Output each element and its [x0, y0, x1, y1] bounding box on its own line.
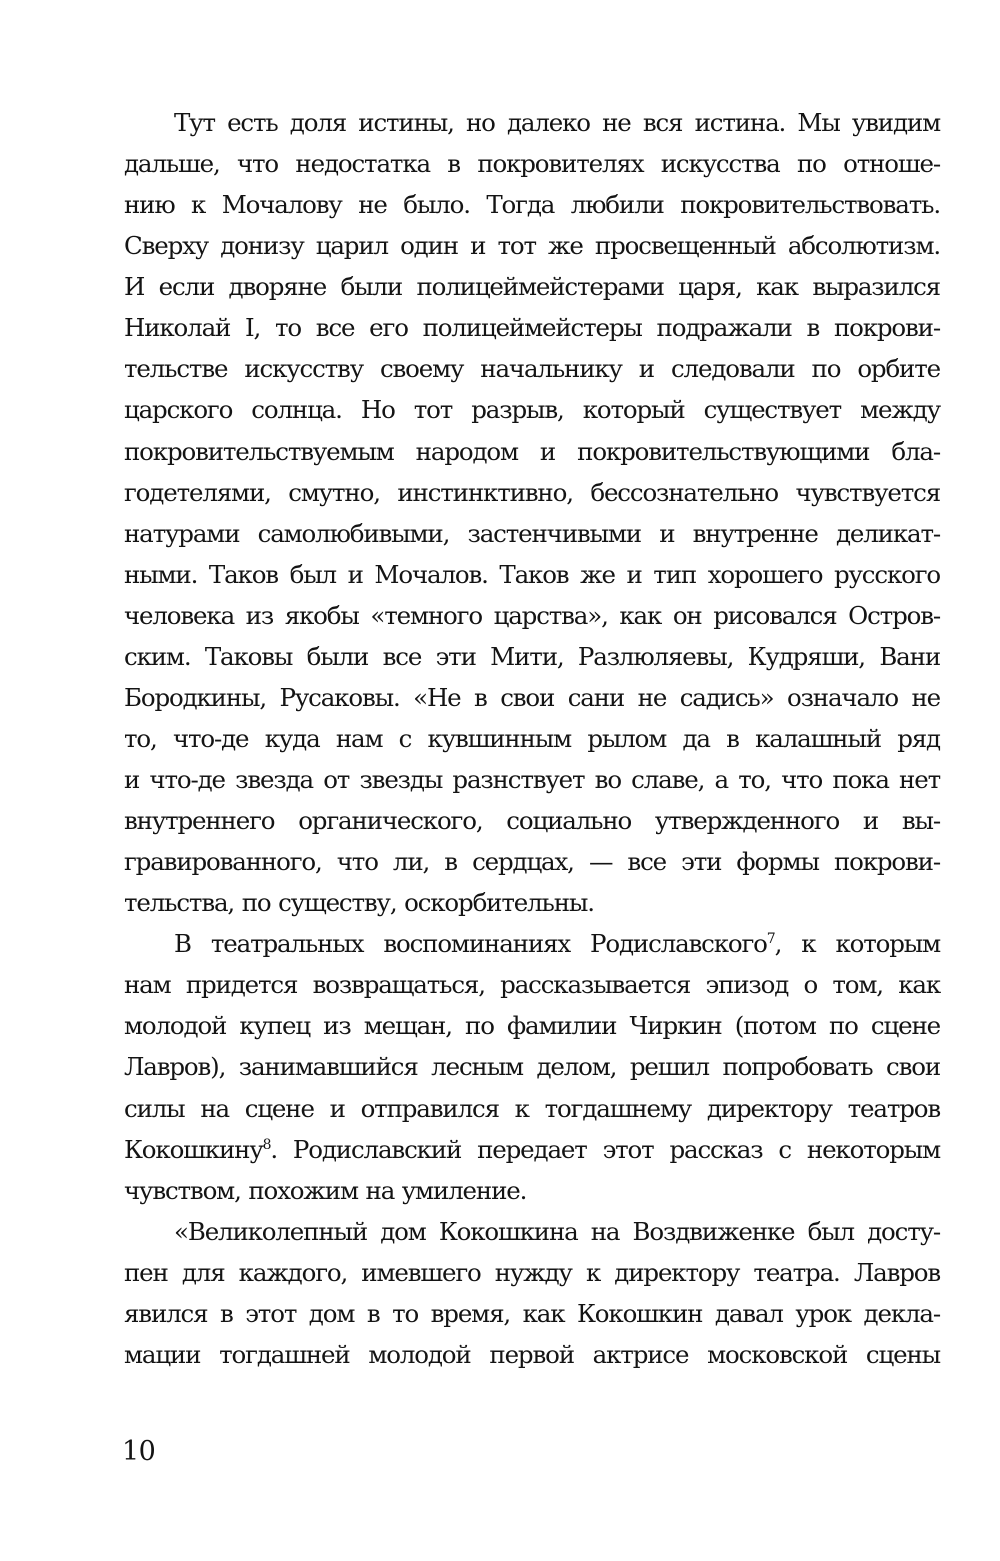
text-line: человека из якобы «темного царства», как он рисовался Остров- — [124, 600, 940, 630]
text-line: Бородкины, Русаковы. «Не в свои сани не садись» означало не — [124, 682, 940, 712]
text-segment: , к которым — [774, 929, 941, 959]
text-line: молодой купец из мещан, по фамилии Чиркин (потом по сцене — [124, 1011, 940, 1041]
text-line: царского солнца. Но тот разрыв, который существует между — [124, 395, 940, 425]
text-line: Лавров), занимавшийся лесным делом, решил попробовать свои — [124, 1052, 940, 1082]
text-line: силы на сцене и отправился к тогдашнему директору театров — [124, 1093, 940, 1123]
text-line: дальше, что недостатка в покровителях искусства по отноше- — [124, 149, 940, 179]
text-segment: В театральных воспоминаниях Родиславского — [174, 929, 767, 959]
text-line: ными. Таков был и Мочалов. Таков же и тип хорошего русского — [124, 559, 940, 589]
body-text — [124, 102, 940, 1375]
page-number: 10 — [122, 1436, 156, 1467]
text-line: внутреннего органического, социально утвержденного и вы- — [124, 806, 940, 836]
text-segment: . Родиславский передает этот рассказ с некоторым — [270, 1134, 940, 1164]
text-line: тельстве искусству своему начальнику и следовали по орбите — [124, 354, 940, 384]
text-line: Сверху донизу царил один и тот же просвещенный абсолютизм. — [124, 231, 940, 261]
text-line: натурами самолюбивыми, застенчивыми и внутренне деликат- — [124, 518, 940, 548]
text-line: ским. Таковы были все эти Мити, Разлюляевы, Кудряши, Вани — [124, 641, 940, 671]
text-line: чувством, похожим на умиление. — [124, 1175, 527, 1205]
text-line: гравированного, что ли, в сердцах, — все эти формы покрови- — [124, 847, 940, 877]
text-line: тельства, по существу, оскорбительны. — [124, 888, 594, 918]
text-line: нию к Мочалову не было. Тогда любили покровительствовать. — [124, 190, 940, 220]
text-line: явился в этот дом в то время, как Кокошкин давал урок декла- — [124, 1298, 940, 1328]
text-line — [124, 1129, 940, 1170]
text-line: годетелями, смутно, инстинктивно, бессознательно чувствуется — [124, 477, 940, 507]
text-line: и что-де звезда от звезды разнствует во славе, а то, что пока нет — [124, 765, 940, 794]
text-line: пен для каждого, имевшего нужду к директору театра. Лавров — [124, 1257, 940, 1287]
text-line: И если дворяне были полицеймейстерами царя, как выразился — [124, 272, 940, 302]
text-line: Николай I, то все его полицеймейстеры подражали в покрови- — [124, 313, 940, 343]
text-line: «Великолепный дом Кокошкина на Воздвиженке был досту- — [174, 1216, 940, 1246]
text-line: то, что-де куда нам с кувшинным рылом да в калашный ряд — [124, 723, 940, 753]
text-line — [124, 923, 940, 964]
text-line: мации тогдашней молодой первой актрисе московской сцены — [124, 1339, 940, 1369]
text-segment: Кокошкину — [124, 1134, 263, 1164]
text-line: нам придется возвращаться, рассказывается эпизод о том, как — [124, 970, 940, 1000]
footnote-marker: 8 — [262, 1136, 271, 1153]
text-line: покровительствуемым народом и покровительствующими бла- — [124, 436, 940, 466]
text-line: Тут есть доля истины, но далеко не вся истина. Мы увидим — [174, 108, 940, 137]
footnote-marker: 7 — [766, 931, 775, 948]
